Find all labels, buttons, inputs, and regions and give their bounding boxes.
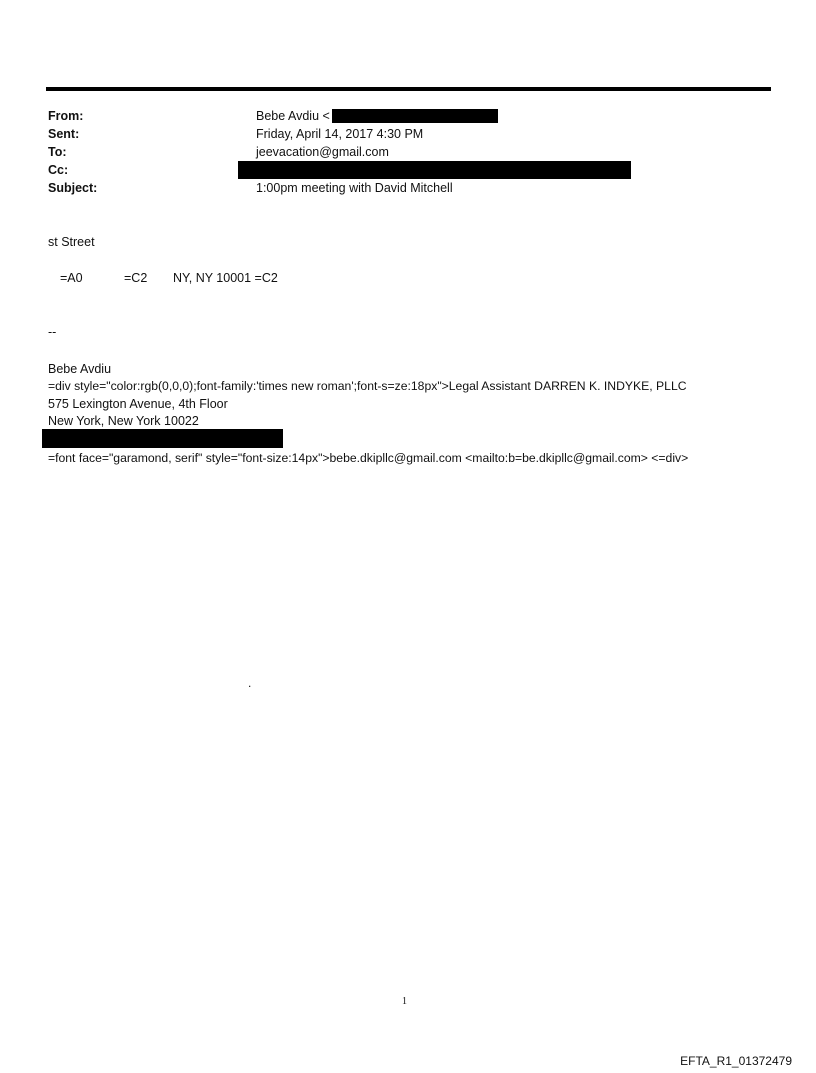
sent-label: Sent: (48, 127, 80, 141)
subject-value: 1:00pm meeting with David Mitchell (256, 181, 453, 195)
from-value: Bebe Avdiu < (256, 109, 330, 123)
address-city: NY, NY 10001 =C2 (173, 271, 278, 285)
bates-number: EFTA_R1_01372479 (680, 1054, 792, 1068)
signature-div-line: =div style="color:rgb(0,0,0);font-family:'times new roman';font-s=ze:18px">Legal Assistant DARREN K. INDYKE, PLLC (48, 379, 687, 393)
address-a0: =A0 (60, 271, 83, 285)
cc-label: Cc: (48, 163, 69, 177)
from-label: From: (48, 109, 84, 123)
to-value: jeevacation@gmail.com (256, 145, 389, 159)
signature-address-line2: New York, New York 10022 (48, 414, 199, 428)
address-c2: =C2 (124, 271, 148, 285)
signature-separator: -- (48, 325, 57, 339)
page-number: 1 (402, 996, 407, 1007)
header-rule (46, 87, 771, 91)
stray-mark: . (248, 676, 252, 690)
sent-value: Friday, April 14, 2017 4:30 PM (256, 127, 424, 141)
subject-label: Subject: (48, 181, 98, 195)
redaction-signature (42, 429, 283, 448)
signature-font-line: =font face="garamond, serif" style="font-size:14px">bebe.dkipllc@gmail.com <mailto:b=be.dkipllc@gmail.com> <=div> (48, 451, 689, 465)
street-line: st Street (48, 235, 95, 249)
redaction-cc (238, 161, 631, 179)
to-label: To: (48, 145, 67, 159)
signature-address-line1: 575 Lexington Avenue, 4th Floor (48, 397, 228, 411)
signature-name: Bebe Avdiu (48, 362, 112, 376)
redaction-from-email (332, 109, 498, 123)
